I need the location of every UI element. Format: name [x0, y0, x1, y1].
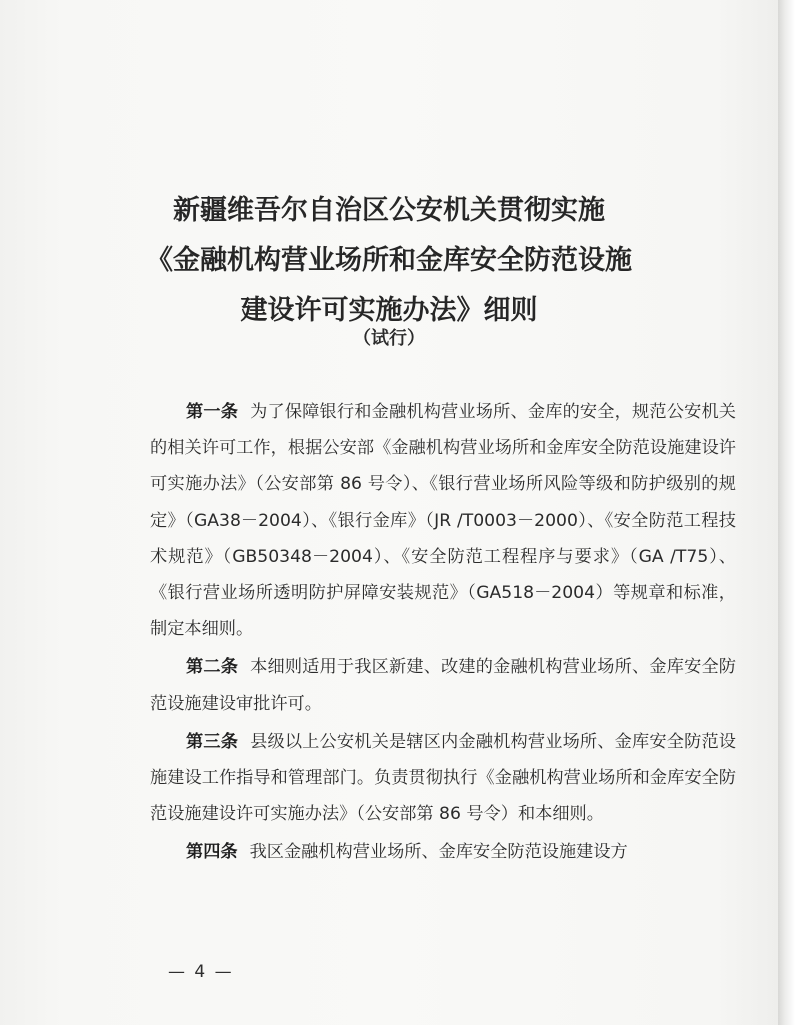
article-3-text: 县级以上公安机关是辖区内金融机构营业场所、金库安全防范设施建设工作指导和管理部门。负责贯彻执行《金融机构营业场所和金库安全防范设施建设许可实施办法》（公安部第 86 号令）和本细则。 — [150, 731, 736, 825]
article-4-text: 我区金融机构营业场所、金库安全防范设施建设方 — [249, 842, 628, 863]
title-line-2: 《金融机构营业场所和金库安全防范设施 — [146, 245, 632, 276]
title-line-1: 新疆维吾尔自治区公安机关贯彻实施 — [173, 195, 605, 226]
document-body — [150, 394, 736, 873]
article-3-label: 第三条 — [186, 731, 239, 752]
article-2 — [150, 649, 736, 721]
document-title — [0, 186, 778, 336]
article-4 — [150, 834, 736, 870]
title-line-3: 建设许可实施办法》细则 — [240, 295, 538, 326]
document-subtitle: （试行） — [353, 328, 425, 349]
article-4-label: 第四条 — [186, 842, 238, 863]
page-edge-shadow — [778, 0, 795, 1025]
article-1-text: 为了保障银行和金融机构营业场所、金库的安全，规范公安机关的相关许可工作，根据公安部《金融机构营业场所和金库安全防范设施建设许可实施办法》（公安部第 86 号令）、《银行营业场所风险等级和防护级别的规定》（GA38－2004）、《银行金库》（JR /T0003－2000）、《安全防范工程技术规范》（GB50348－2004）、《安全防范工程程序与要求》（GA /T75）、《银行营业场所透明防护屏障安装规范》（GA518－2004）等规章和标准，制定本细则。 — [150, 402, 736, 640]
article-3 — [150, 724, 736, 833]
article-1-label: 第一条 — [186, 402, 239, 422]
page-number: — 4 — — [168, 962, 234, 982]
article-1 — [150, 394, 736, 647]
article-2-text: 本细则适用于我区新建、改建的金融机构营业场所、金库安全防范设施建设审批许可。 — [150, 657, 736, 714]
article-2-label: 第二条 — [186, 657, 239, 678]
